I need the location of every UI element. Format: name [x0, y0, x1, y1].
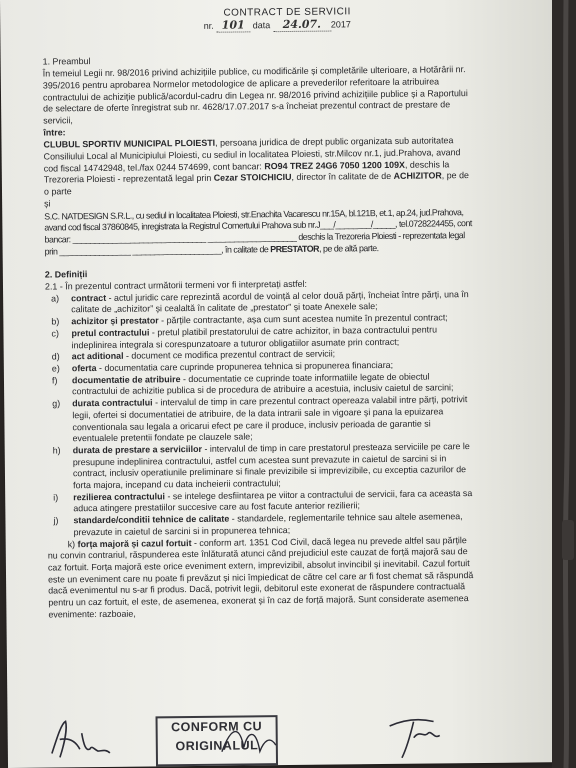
date-label: data: [252, 19, 271, 31]
definition-letter: e): [51, 363, 60, 374]
page-footer: [7, 700, 560, 768]
contract-number-line: [82, 17, 472, 35]
definition-letter: k): [67, 538, 76, 549]
party1-text-a: , persoana juridica de drept public organizata sub autoritatea Consiliului Local al Municipiului Ploiesti, cu sediul in localitatea Ploiesti, str.Milcov nr.1, jud.Prahova, avand cod fiscal 14742948, tel./fax 0244 574699, cont bancar:: [43, 135, 461, 174]
background-cable-icon: [552, 0, 576, 768]
definition-text: - document ce modifica prezentul contract de servicii;: [123, 348, 336, 362]
party2-text-b: , pe de altă parte.: [318, 242, 379, 254]
definition-term: durata contractului: [72, 397, 153, 409]
preamble-heading: 1. Preambul: [42, 56, 91, 67]
definition-letter: j): [53, 515, 59, 526]
party2-role: PRESTATOR: [270, 243, 320, 254]
left-signature-icon: [45, 715, 125, 764]
definition-text: - conform art. 1351 Cod Civil, dacă legea nu prevede altfel sau părțile nu convin contrariul, răspunderea este înlăturată atunci când prejudiciul este cauzat de forță majoră sau de caz fortuit. Forța majoră este orice eveniment extern, imprevizibil, absolut invincibil și inevitabil. Cazul fortuit este un eveniment care nu poate fi prevăzut și nici împiedicat de către cel care ar fi fost chemat să răspundă dacă evenimentul nu s-ar fi produs. Dacă, potrivit legii, debitorul este exonerat de răspundere contractuală pentru un caz fortuit, el este, de asemenea, exonerat și în caz de forță majoră. Sunt considerate asemenea evenimente: razboaie,: [47, 534, 474, 620]
definition-text: - standardele, reglementarile tehnice sau altele asemenea, prevazute in caietul de sarcini si in propunerea tehnica;: [73, 511, 463, 538]
definition-letter: f): [51, 375, 58, 386]
party-achizitor: [43, 135, 474, 198]
party2-text-a: S.C. NATDESIGN S.R.L., cu sediul in localitatea Ploiesti, str.Enachita Vacarescu nr.15A, bl.121B, et.1, ap.24, jud.Prahova, avand cod fiscal 37860845, inregistrata la Registrul Comertului Prahova sub nr.J___/________/_____, tel.0728224455, cont bancar: ______________________________ ____________________ deschis la Trezoreria Ploiesti - reprezentata legal prin ________________ ____________________, în calitate de: [44, 206, 472, 257]
stamp-line-1: CONFORM CU: [170, 719, 263, 735]
definition-term: standarde/conditii tehnice de calitate: [73, 513, 230, 526]
document-body: [42, 5, 478, 621]
definition-text: - documentatia care cuprinde propunerea tehnica si propunerea financiara;: [96, 359, 394, 373]
contract-year: 2017: [330, 19, 351, 30]
party1-representative: Cezar STOICHICIU: [213, 172, 292, 184]
definition-term: achizitor și prestator: [71, 315, 159, 327]
definition-letter: a): [51, 293, 60, 304]
definition-term: oferta: [71, 362, 97, 374]
document-title: CONTRACT DE SERVICII: [223, 6, 351, 19]
definition-letter: c): [51, 328, 59, 339]
party1-role: ACHIZITOR: [393, 170, 442, 182]
definition-item: [52, 394, 476, 445]
definition-text: - intervalul de timp in care prestatorul presteaza serviciile pe care le presupune indeplinirea contractului, astfel cum acestea sunt prevazute in caietul de sarcini si in contract, inclusiv operatiunile preliminare si finale previzibile si imprevizibile, cu exceptia cazurilor de forta majora, incepand cu data incheierii contractului;: [72, 441, 470, 491]
definition-text: - se intelege desfiintarea pe viitor a contractului de servicii, fara ca aceasta sa aduca atingere prestatiilor succesive care au fost facute anterior rezilierii;: [73, 487, 473, 514]
party1-text-c: , director în calitate de de: [291, 171, 394, 183]
definition-letter: h): [52, 445, 61, 456]
definition-text: - actul juridic care reprezintă acordul de voință al celor două părți, încheiat între părți, una în calitate de „achizitor” și cealaltă în calitate de „prestator” și toate Anexele sale;: [71, 288, 469, 315]
definition-term: documentatie de atribuire: [71, 373, 181, 385]
definitions-heading: 2. Definiții: [44, 269, 88, 280]
si-conjunction: și: [44, 198, 51, 209]
definition-term: durata de prestare a serviciilor: [72, 443, 203, 456]
definition-item: [53, 441, 477, 492]
definition-text: - părțile contractante, așa cum sunt acestea numite în prezentul contract;: [158, 312, 448, 326]
party-prestator: [44, 207, 474, 258]
conform-cu-originalul-stamp: [156, 715, 279, 766]
definition-text: - pretul platibil prestatorului de catre achizitor, in baza contractului pentru indeplinirea integrala si corespunzatoare a tuturor obligatiilor asumate prin contract;: [71, 324, 438, 350]
party1-text-d: , pe de o parte: [43, 170, 469, 197]
definition-letter: i): [53, 492, 59, 503]
definition-letter: g): [52, 398, 61, 409]
definitions-list: [45, 289, 478, 621]
nr-label: nr.: [203, 20, 214, 31]
intre-label: între:: [43, 126, 66, 138]
right-signature-icon: [383, 707, 454, 762]
definition-term: contract: [71, 292, 107, 304]
party1-name: CLUBUL SPORTIV MUNICIPAL PLOIESTI: [43, 138, 216, 150]
definition-letter: b): [51, 316, 60, 327]
definitions-intro: 2.1 - În prezentul contract următorii termeni vor fi interpretați astfel:: [44, 278, 307, 292]
definition-item-last: [48, 535, 479, 621]
handwritten-date: 24.07.: [282, 17, 322, 31]
party1-text-b: , deschis la Trezoreria Ploiesti - reprezentată legal prin: [43, 159, 450, 185]
definition-term: act aditional: [71, 351, 124, 362]
definition-term: pretul contractului: [71, 327, 150, 339]
definition-text: - documentatie ce cuprinde toate informatiile legate de obiectul contractului de achizitie publica si de procedura de atribuire a acestuia, inclusiv caietul de sarcini;: [72, 371, 454, 397]
preamble-paragraph: În temeiul Legii nr. 98/2016 privind achizițiile publice, cu modificările și completările ulterioare, a Hotărârii nr. 395/2016 pentru aprobarea Normelor metodologice de aplicare a prevederilor referitoare la atribuirea contractului de achiziție publică/acordul-cadru din Legea nr. 98/2016 privind achizițiile publice și a Raportului de selectare de oferte înregistrat sub nr. 4628/17.07.2017 s-a încheiat prezentul contract de prestare de servicii,: [42, 64, 468, 126]
definition-term: forța majoră și cazul fortuit: [77, 537, 192, 549]
stamp-scribble-icon: [218, 721, 278, 762]
definition-text: - intervalul de timp in care prezentul contract opereaza valabil intre părți, potrivit legii, ofertei si documentatiei de atribuire, de la data intrarii sale in vigoare și pana la epuizarea conventionala sau legala a oricarui efect pe care il produce, inclusiv perioada de garantie si eventualele pretentii fondate pe clauzele sale;: [72, 394, 468, 444]
stamp-line-2: ORIGINALUL: [175, 738, 259, 754]
definition-term: rezilierea contractului: [73, 491, 166, 502]
party1-bank-account: RO94 TREZ 24G6 7050 1200 109X: [264, 159, 405, 171]
handwritten-contract-number: 101: [221, 18, 245, 32]
definition-letter: d): [51, 351, 60, 362]
